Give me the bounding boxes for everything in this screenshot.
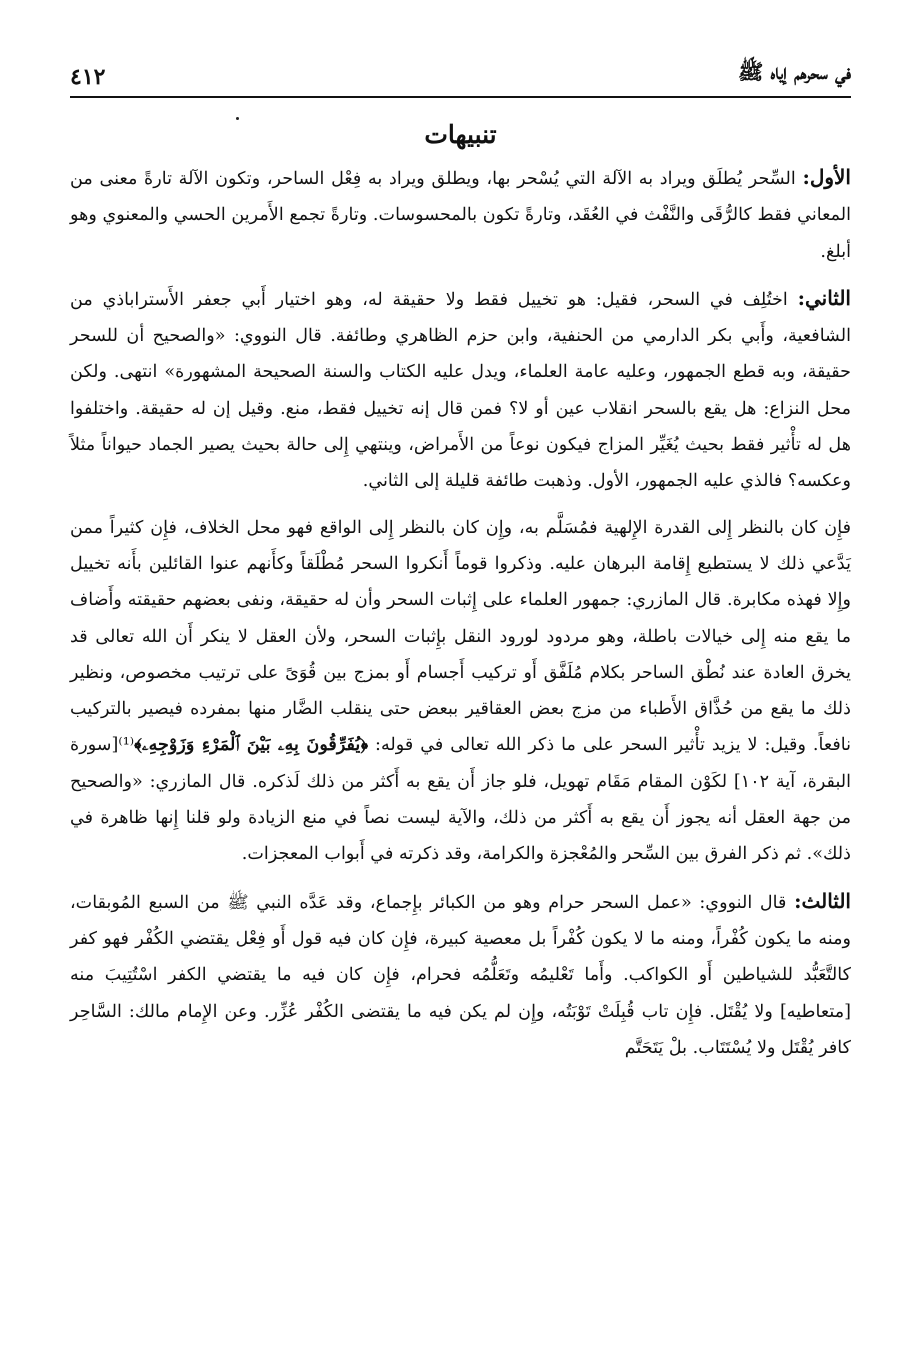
paragraph-text: قال النووي: «عمل السحر حرام وهو من الكبائر بإِجماع، وقد عَدَّه النبي ﷺ من السبع المُوبقات، ومنه ما يكون كُفْراً، ومنه ما لا يكون كُفْراً بل معصية كبيرة، فإِن كان فيه قول أَو فِعْل يقتضي الكُفْر فهو كفر كالتَّعَبُّد للشياطين أَو الكواكب. وأَما تَعْليمُه وتَعَلُّمُه فحرام، فإِن كان فيه ما يقتضي الكفر اسْتُتِيبَ منه [متعاطيه] ولا يُقْتَل. فإِن تاب قُبِلَتْ تَوْبَتُه، وإِن لم يكن فيه ما يقتضى الكُفْر عُزِّر. وعن الإِمام مالك: السَّاحِر كافر يُقْتَل ولا يُسْتَتَاب. بلْ يَتَحَتَّم	[70, 892, 851, 1058]
paragraph-lead: الثالث:	[794, 888, 851, 913]
header-title: في سحرهم إياه ﷺ	[737, 59, 851, 84]
quran-verse: ﴿يُفَرِّقُونَ بِهِۦ بَيْنَ ٱلْمَرْءِ وَزَوْجِهِۦ﴾	[134, 734, 369, 756]
paragraph-text: اختُلِف في السحر، فقيل: هو تخييل فقط ولا حقيقة له، وهو اختيار أَبي جعفر الأَستراباذي من الشافعية، وأَبي بكر الدارمي من الحنفية، وابن حزم الظاهري وطائفة. قال النووي: «والصحيح أن للسحر حقيقة، وبه قطع الجمهور، وعليه عامة العلماء، ويدل عليه الكتاب والسنة الصحيحة المشهورة» انتهى. ولكن محل النزاع: هل يقع بالسحر انقلاب عين أو لا؟ فمن قال إنه تخييل فقط، منع. وقيل إن له حقيقة. واختلفوا هل له تأْثير فقط بحيث يُغَيِّر المزاج فيكون نوعاً من الأَمراض، وينتهي إِلى حالة بحيث يصير الجماد حيواناً مثلاً وعكسه؟ فالذي عليه الجمهور، الأول. وذهبت طائفة قليلة إلى الثاني.	[70, 289, 851, 492]
running-header	[70, 50, 851, 98]
paragraph-first	[70, 159, 851, 270]
paragraph-text: السِّحر يُطلَق ويراد به الآلة التي يُسْحر بها، ويطلق ويراد به فِعْل الساحر، وتكون الآلة تارةً معنى من المعاني فقط كالرُّقَى والنَّفْث في العُقَد، وتارةً تكون بالمحسوسات. وتارةً تجمع الأَمرين الحسي والمعنوي وهو أبلغ.	[70, 169, 851, 262]
paragraph-third	[70, 883, 851, 1066]
ink-speck	[236, 117, 239, 120]
paragraph-second	[70, 280, 851, 500]
section-title: تنبيهات	[424, 120, 497, 149]
paragraph-lead: الأول:	[802, 165, 851, 189]
paragraph-lead: الثاني:	[797, 285, 851, 310]
paragraph-text: فإِن كان بالنظر إِلى القدرة الإِلهية فمُسَلَّم به، وإِن كان بالنظر إِلى الواقع فهو محل الخلاف، فإِن كثيراً ممن يَدَّعي ذلك لا يستطيع إِقامة البرهان عليه. وذكروا قوماً أَنكروا السحر مُطْلَقاً وكأَنهم عنوا القائلين بأَنه تخييل وإِلا فهذه مكابرة. قال المازري: جمهور العلماء على إِثبات السحر وأن له حقيقة، ونفى بعضهم حقيقته وأَضاف ما يقع منه إِلى خيالات باطلة، وهو مردود لورود النقل بإِثبات السحر، ولأن العقل لا ينكر أَن الله تعالى قد يخرق العادة عند نُطْق الساحر بكلام مُلَفَّق أَو تركيب أَجسام أَو بمزج بين قُوَىً على ترتيب مخصوص، ونظير ذلك ما يقع من حُذَّاق الأَطباء من مزج بعض العقاقير ببعض حتى ينقلب الضَّار منها بمفرده فيصير بالتركيب نافعاً. وقيل: لا يزيد تأْثير السحر على ما ذكر الله تعالى في قوله:	[70, 517, 851, 756]
paragraph-text-after: ⁽¹⁾[سورة البقرة، آية ١٠٢] لكَوْن المقام مَقَام تهويل، فلو جاز أَن يقع به أَكثر من ذلك لَذكره. قال المازري: «والصحيح من جهة العقل أنه يجوز أَن يقع به أَكثر من ذلك، والآية ليست نصاً في منع الزيادة ولو قلنا إِنها ظاهرة في ذلك». ثم ذكر الفرق بين السِّحر والمُعْجزة والكرامة، وقد ذكرته في أَبواب المعجزات.	[70, 735, 851, 865]
paragraph-continuation	[70, 510, 851, 873]
page-number: ٤١٢	[70, 64, 106, 90]
